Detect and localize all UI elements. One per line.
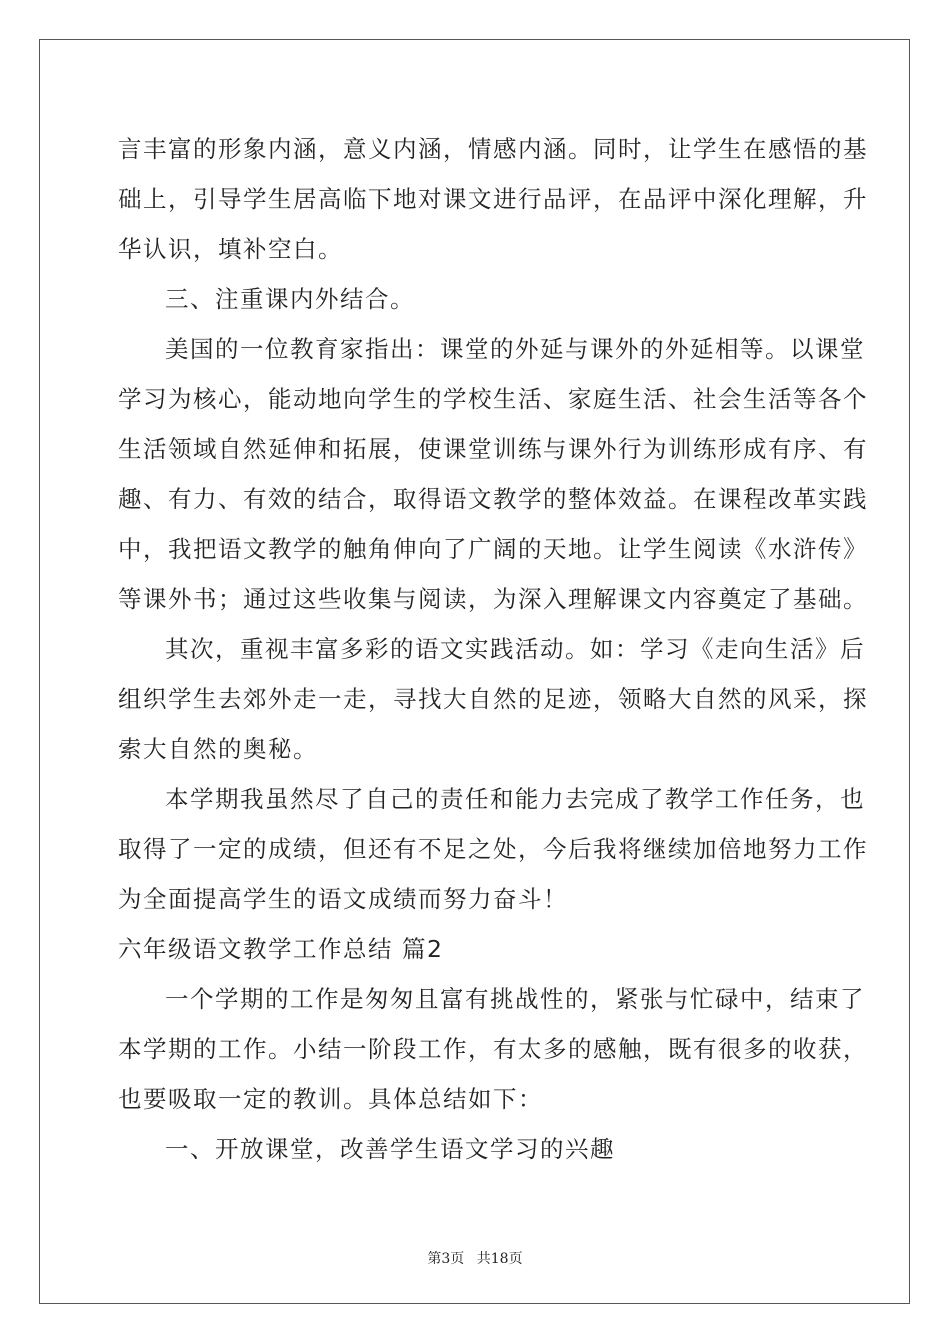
text-line: 一、开放课堂，改善学生语文学习的兴趣 (165, 1135, 615, 1163)
text-line: 础上，引导学生居高临下地对课文进行品评，在品评中深化理解，升 (118, 185, 868, 213)
text-line: 趣、有力、有效的结合，取得语文教学的整体效益。在课程改革实践 (118, 485, 868, 513)
page-total: 共18页 (476, 1251, 523, 1267)
text-line: 组织学生去郊外走一走，寻找大自然的足迹，领略大自然的风采，探 (118, 685, 868, 713)
text-line: 学习为核心，能动地向学生的学校生活、家庭生活、社会生活等各个 (118, 385, 868, 413)
text-line: 索大自然的奥秘。 (118, 735, 318, 763)
text-line: 言丰富的形象内涵，意义内涵，情感内涵。同时，让学生在感悟的基 (118, 135, 868, 163)
text-line: 一个学期的工作是匆匆且富有挑战性的，紧张与忙碌中，结束了 (165, 985, 865, 1013)
page-number: 第3页 (427, 1251, 465, 1267)
text-line: 三、注重课内外结合。 (165, 285, 415, 313)
text-line: 本学期我虽然尽了自己的责任和能力去完成了教学工作任务，也 (165, 785, 865, 813)
text-line: 其次，重视丰富多彩的语文实践活动。如：学习《走向生活》后 (165, 635, 865, 663)
text-line: 中，我把语文教学的触角伸向了广阔的天地。让学生阅读《水浒传》 (118, 535, 868, 563)
text-line: 也要吸取一定的教训。具体总结如下： (118, 1085, 543, 1113)
text-line: 生活领域自然延伸和拓展，使课堂训练与课外行为训练形成有序、有 (118, 435, 868, 463)
page-footer (0, 1248, 950, 1268)
text-line: 美国的一位教育家指出：课堂的外延与课外的外延相等。以课堂 (165, 335, 865, 363)
text-line: 本学期的工作。小结一阶段工作，有太多的感触，既有很多的收获， (118, 1035, 868, 1063)
text-line: 华认识，填补空白。 (118, 235, 343, 263)
text-line: 为全面提高学生的语文成绩而努力奋斗！ (118, 885, 568, 913)
page-border (39, 39, 910, 1304)
text-line: 取得了一定的成绩，但还有不足之处，今后我将继续加倍地努力工作 (118, 835, 868, 863)
text-line: 等课外书；通过这些收集与阅读，为深入理解课文内容奠定了基础。 (118, 585, 868, 613)
text-line: 六年级语文教学工作总结 篇2 (118, 935, 444, 963)
